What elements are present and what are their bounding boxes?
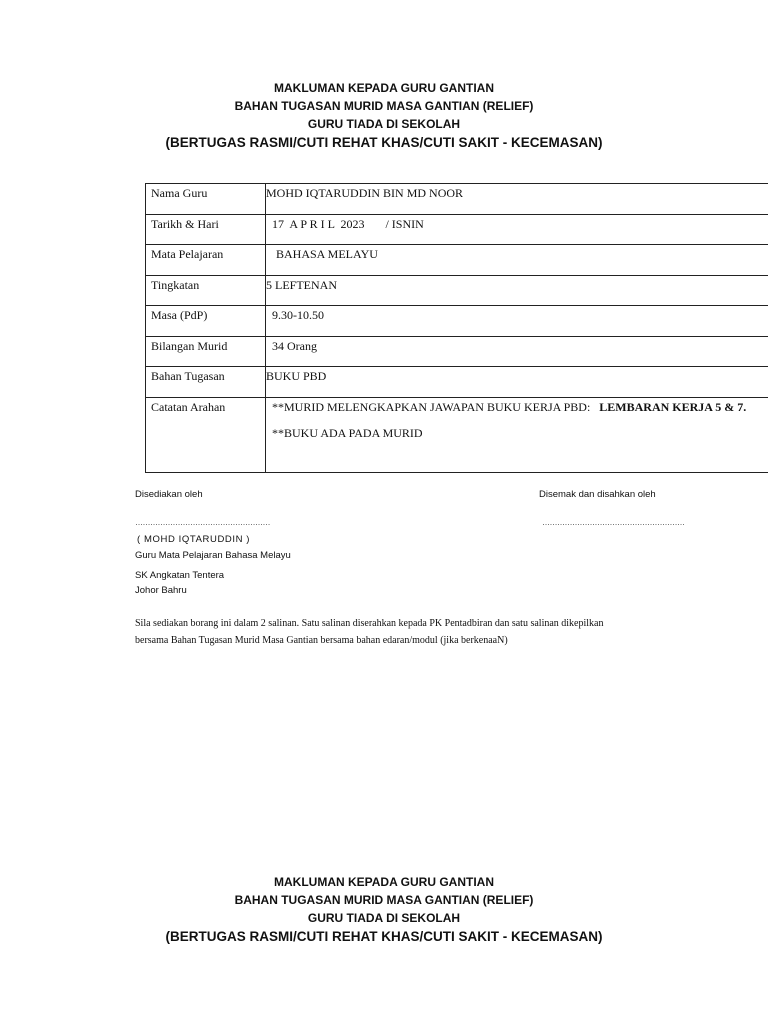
row-value [266,214,768,245]
header-line-4: (BERTUGAS RASMI/CUTI REHAT KHAS/CUTI SAKIT - KECEMASAN) [165,929,603,944]
row-value [266,275,768,306]
table-row [146,306,768,337]
table-row [146,275,768,306]
checked-by-label: Disemak dan disahkan oleh [539,489,656,500]
subject: BAHASA MELAYU [276,247,378,261]
table-row [146,245,768,276]
row-label: Catatan Arahan [146,397,266,472]
header-line-3: GURU TIADA DI SEKOLAH [307,117,461,131]
table-row [146,336,768,367]
header-line-1: MAKLUMAN KEPADA GURU GANTIAN [274,81,494,95]
document-header [0,79,768,153]
class-level: 5 LEFTENAN [266,277,337,292]
signatory-school: SK Angkatan Tentera [135,570,225,581]
table-row [146,214,768,245]
row-value [266,306,768,337]
table-row [146,184,768,215]
time-slot: 9.30-10.50 [272,308,324,322]
row-label: Bahan Tugasan [146,367,266,398]
header-line-2: BAHAN TUGASAN MURID MASA GANTIAN (RELIEF) [234,99,534,113]
signatory-position: Guru Mata Pelajaran Bahasa Melayu [135,550,291,561]
row-label: Mata Pelajaran [146,245,266,276]
row-label: Tarikh & Hari [146,214,266,245]
student-count: 34 Orang [272,338,317,353]
document-header-repeat [0,873,768,947]
task-material: BUKU PBD [266,369,327,383]
note-line-2: bersama Bahan Tugasan Murid Masa Gantian bersama bahan edaran/modul (jika berkenaaN) [135,635,508,646]
instruction-line-2: LEMBARAN KERJA 5 & 7. [599,399,747,414]
instruction-line-3: **BUKU ADA PADA MURID [272,425,423,440]
table-row [146,397,768,472]
row-value [266,245,768,276]
signatory-name: ( MOHD IQTARUDDIN ) [137,534,251,545]
teacher-name: MOHD IQTARUDDIN BIN MD NOOR [266,186,464,200]
signatory-city: Johor Bahru [135,585,187,596]
instruction-note [135,615,735,649]
relief-info-table [145,183,768,473]
prepared-by-label: Disediakan oleh [135,489,203,500]
header-line-1: MAKLUMAN KEPADA GURU GANTIAN [274,875,494,889]
row-label: Tingkatan [146,275,266,306]
row-label: Nama Guru [146,184,266,215]
row-label: Bilangan Murid [146,336,266,367]
signature-line-left: ……………………………………………… [135,518,270,527]
row-label: Masa (PdP) [146,306,266,337]
date-day: 17 A P R I L 2023 / ISNIN [272,216,424,231]
note-line-1: Sila sediakan borang ini dalam 2 salinan. Satu salinan diserahkan kepada PK Pentadbiran dan satu salinan dikepilkan [135,618,604,629]
row-value [266,367,768,398]
row-value [266,336,768,367]
row-value [266,184,768,215]
instruction-line-1: **MURID MELENGKAPKAN JAWAPAN BUKU KERJA PBD: [272,399,591,414]
signature-line-right: ………………………………………………… [542,518,685,527]
row-value [266,397,768,472]
header-line-2: BAHAN TUGASAN MURID MASA GANTIAN (RELIEF) [234,893,534,907]
header-line-3: GURU TIADA DI SEKOLAH [307,911,461,925]
header-line-4: (BERTUGAS RASMI/CUTI REHAT KHAS/CUTI SAKIT - KECEMASAN) [165,135,603,150]
table-row [146,367,768,398]
